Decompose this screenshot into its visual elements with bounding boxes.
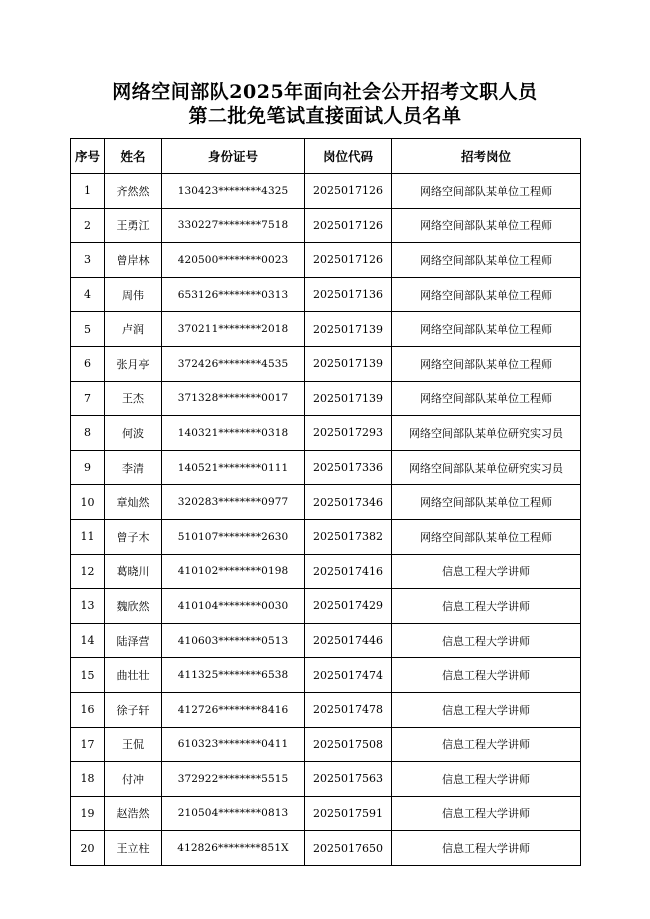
cell-id-number: 372922********5515 — [162, 762, 305, 797]
cell-position: 信息工程大学讲师 — [392, 692, 581, 727]
cell-position-code: 2025017336 — [305, 450, 392, 485]
cell-name: 卢润 — [105, 312, 162, 347]
cell-position: 网络空间部队某单位工程师 — [392, 174, 581, 209]
cell-position-code: 2025017591 — [305, 796, 392, 831]
cell-seq: 5 — [71, 312, 105, 347]
cell-seq: 12 — [71, 554, 105, 589]
document-title-line2: 第二批免笔试直接面试人员名单 — [188, 105, 462, 127]
cell-position-code: 2025017416 — [305, 554, 392, 589]
table-row — [71, 727, 581, 762]
cell-id-number: 510107********2630 — [162, 519, 305, 554]
cell-name: 付冲 — [105, 762, 162, 797]
table-row — [71, 658, 581, 693]
cell-name: 齐然然 — [105, 174, 162, 209]
cell-position: 网络空间部队某单位工程师 — [392, 312, 581, 347]
table-row — [71, 174, 581, 209]
cell-id-number: 370211********2018 — [162, 312, 305, 347]
cell-position: 信息工程大学讲师 — [392, 831, 581, 866]
cell-name: 魏欣然 — [105, 589, 162, 624]
document-title-line1: 网络空间部队2025年面向社会公开招考文职人员 — [112, 81, 538, 103]
cell-name: 章灿然 — [105, 485, 162, 520]
cell-name: 李清 — [105, 450, 162, 485]
header-name: 姓名 — [105, 139, 162, 174]
cell-id-number: 410104********0030 — [162, 589, 305, 624]
cell-seq: 20 — [71, 831, 105, 866]
header-seq: 序号 — [71, 139, 105, 174]
cell-name: 张月亭 — [105, 346, 162, 381]
cell-id-number: 411325********6538 — [162, 658, 305, 693]
cell-position-code: 2025017474 — [305, 658, 392, 693]
cell-position: 信息工程大学讲师 — [392, 623, 581, 658]
cell-position-code: 2025017126 — [305, 174, 392, 209]
table-row — [71, 519, 581, 554]
cell-position: 信息工程大学讲师 — [392, 727, 581, 762]
table-row — [71, 312, 581, 347]
cell-position: 信息工程大学讲师 — [392, 796, 581, 831]
cell-position: 网络空间部队某单位研究实习员 — [392, 450, 581, 485]
cell-name: 王勇江 — [105, 208, 162, 243]
cell-seq: 2 — [71, 208, 105, 243]
cell-id-number: 130423********4325 — [162, 174, 305, 209]
cell-position: 网络空间部队某单位工程师 — [392, 243, 581, 278]
table-row — [71, 416, 581, 451]
cell-position-code: 2025017139 — [305, 312, 392, 347]
cell-position-code: 2025017508 — [305, 727, 392, 762]
cell-seq: 10 — [71, 485, 105, 520]
cell-name: 曾子木 — [105, 519, 162, 554]
cell-seq: 14 — [71, 623, 105, 658]
table-row — [71, 346, 581, 381]
cell-position: 信息工程大学讲师 — [392, 762, 581, 797]
cell-seq: 17 — [71, 727, 105, 762]
table-row — [71, 554, 581, 589]
cell-position-code: 2025017126 — [305, 243, 392, 278]
cell-seq: 4 — [71, 277, 105, 312]
table-row — [71, 381, 581, 416]
cell-id-number: 610323********0411 — [162, 727, 305, 762]
cell-position-code: 2025017136 — [305, 277, 392, 312]
table-row — [71, 243, 581, 278]
cell-seq: 1 — [71, 174, 105, 209]
header-position-code: 岗位代码 — [305, 139, 392, 174]
table-header-row — [71, 139, 581, 174]
cell-id-number: 420500********0023 — [162, 243, 305, 278]
cell-seq: 16 — [71, 692, 105, 727]
table-row — [71, 796, 581, 831]
table-row — [71, 485, 581, 520]
cell-position-code: 2025017346 — [305, 485, 392, 520]
table-row — [71, 831, 581, 866]
cell-seq: 6 — [71, 346, 105, 381]
cell-seq: 11 — [71, 519, 105, 554]
cell-name: 葛晓川 — [105, 554, 162, 589]
cell-id-number: 210504********0813 — [162, 796, 305, 831]
cell-position: 网络空间部队某单位工程师 — [392, 485, 581, 520]
cell-id-number: 320283********0977 — [162, 485, 305, 520]
table-body — [71, 174, 581, 866]
cell-position: 网络空间部队某单位工程师 — [392, 346, 581, 381]
cell-name: 何波 — [105, 416, 162, 451]
cell-position: 网络空间部队某单位研究实习员 — [392, 416, 581, 451]
cell-position: 网络空间部队某单位工程师 — [392, 519, 581, 554]
table-row — [71, 589, 581, 624]
cell-name: 王立柱 — [105, 831, 162, 866]
table-row — [71, 762, 581, 797]
cell-id-number: 372426********4535 — [162, 346, 305, 381]
cell-id-number: 410102********0198 — [162, 554, 305, 589]
cell-seq: 9 — [71, 450, 105, 485]
cell-position-code: 2025017126 — [305, 208, 392, 243]
cell-id-number: 653126********0313 — [162, 277, 305, 312]
cell-seq: 15 — [71, 658, 105, 693]
cell-position-code: 2025017382 — [305, 519, 392, 554]
cell-seq: 13 — [71, 589, 105, 624]
cell-position-code: 2025017139 — [305, 346, 392, 381]
cell-name: 王侃 — [105, 727, 162, 762]
cell-id-number: 410603********0513 — [162, 623, 305, 658]
cell-id-number: 140521********0111 — [162, 450, 305, 485]
cell-name: 陆泽营 — [105, 623, 162, 658]
cell-id-number: 412726********8416 — [162, 692, 305, 727]
table-row — [71, 450, 581, 485]
table-row — [71, 277, 581, 312]
cell-seq: 3 — [71, 243, 105, 278]
cell-position-code: 2025017446 — [305, 623, 392, 658]
candidate-table — [70, 138, 581, 866]
cell-position-code: 2025017429 — [305, 589, 392, 624]
cell-position: 网络空间部队某单位工程师 — [392, 208, 581, 243]
header-position: 招考岗位 — [392, 139, 581, 174]
header-id-number: 身份证号 — [162, 139, 305, 174]
cell-name: 徐子轩 — [105, 692, 162, 727]
cell-seq: 7 — [71, 381, 105, 416]
cell-seq: 19 — [71, 796, 105, 831]
table-row — [71, 208, 581, 243]
table-row — [71, 623, 581, 658]
cell-position: 信息工程大学讲师 — [392, 589, 581, 624]
cell-name: 曾岸林 — [105, 243, 162, 278]
cell-name: 周伟 — [105, 277, 162, 312]
cell-name: 王杰 — [105, 381, 162, 416]
cell-seq: 18 — [71, 762, 105, 797]
cell-name: 曲壮壮 — [105, 658, 162, 693]
cell-position-code: 2025017478 — [305, 692, 392, 727]
cell-position-code: 2025017293 — [305, 416, 392, 451]
cell-position: 信息工程大学讲师 — [392, 554, 581, 589]
cell-id-number: 140321********0318 — [162, 416, 305, 451]
cell-id-number: 330227********7518 — [162, 208, 305, 243]
cell-id-number: 371328********0017 — [162, 381, 305, 416]
cell-position-code: 2025017650 — [305, 831, 392, 866]
cell-position-code: 2025017139 — [305, 381, 392, 416]
cell-seq: 8 — [71, 416, 105, 451]
cell-position: 网络空间部队某单位工程师 — [392, 381, 581, 416]
cell-id-number: 412826********851X — [162, 831, 305, 866]
cell-position: 信息工程大学讲师 — [392, 658, 581, 693]
cell-position: 网络空间部队某单位工程师 — [392, 277, 581, 312]
cell-name: 赵浩然 — [105, 796, 162, 831]
table-row — [71, 692, 581, 727]
cell-position-code: 2025017563 — [305, 762, 392, 797]
